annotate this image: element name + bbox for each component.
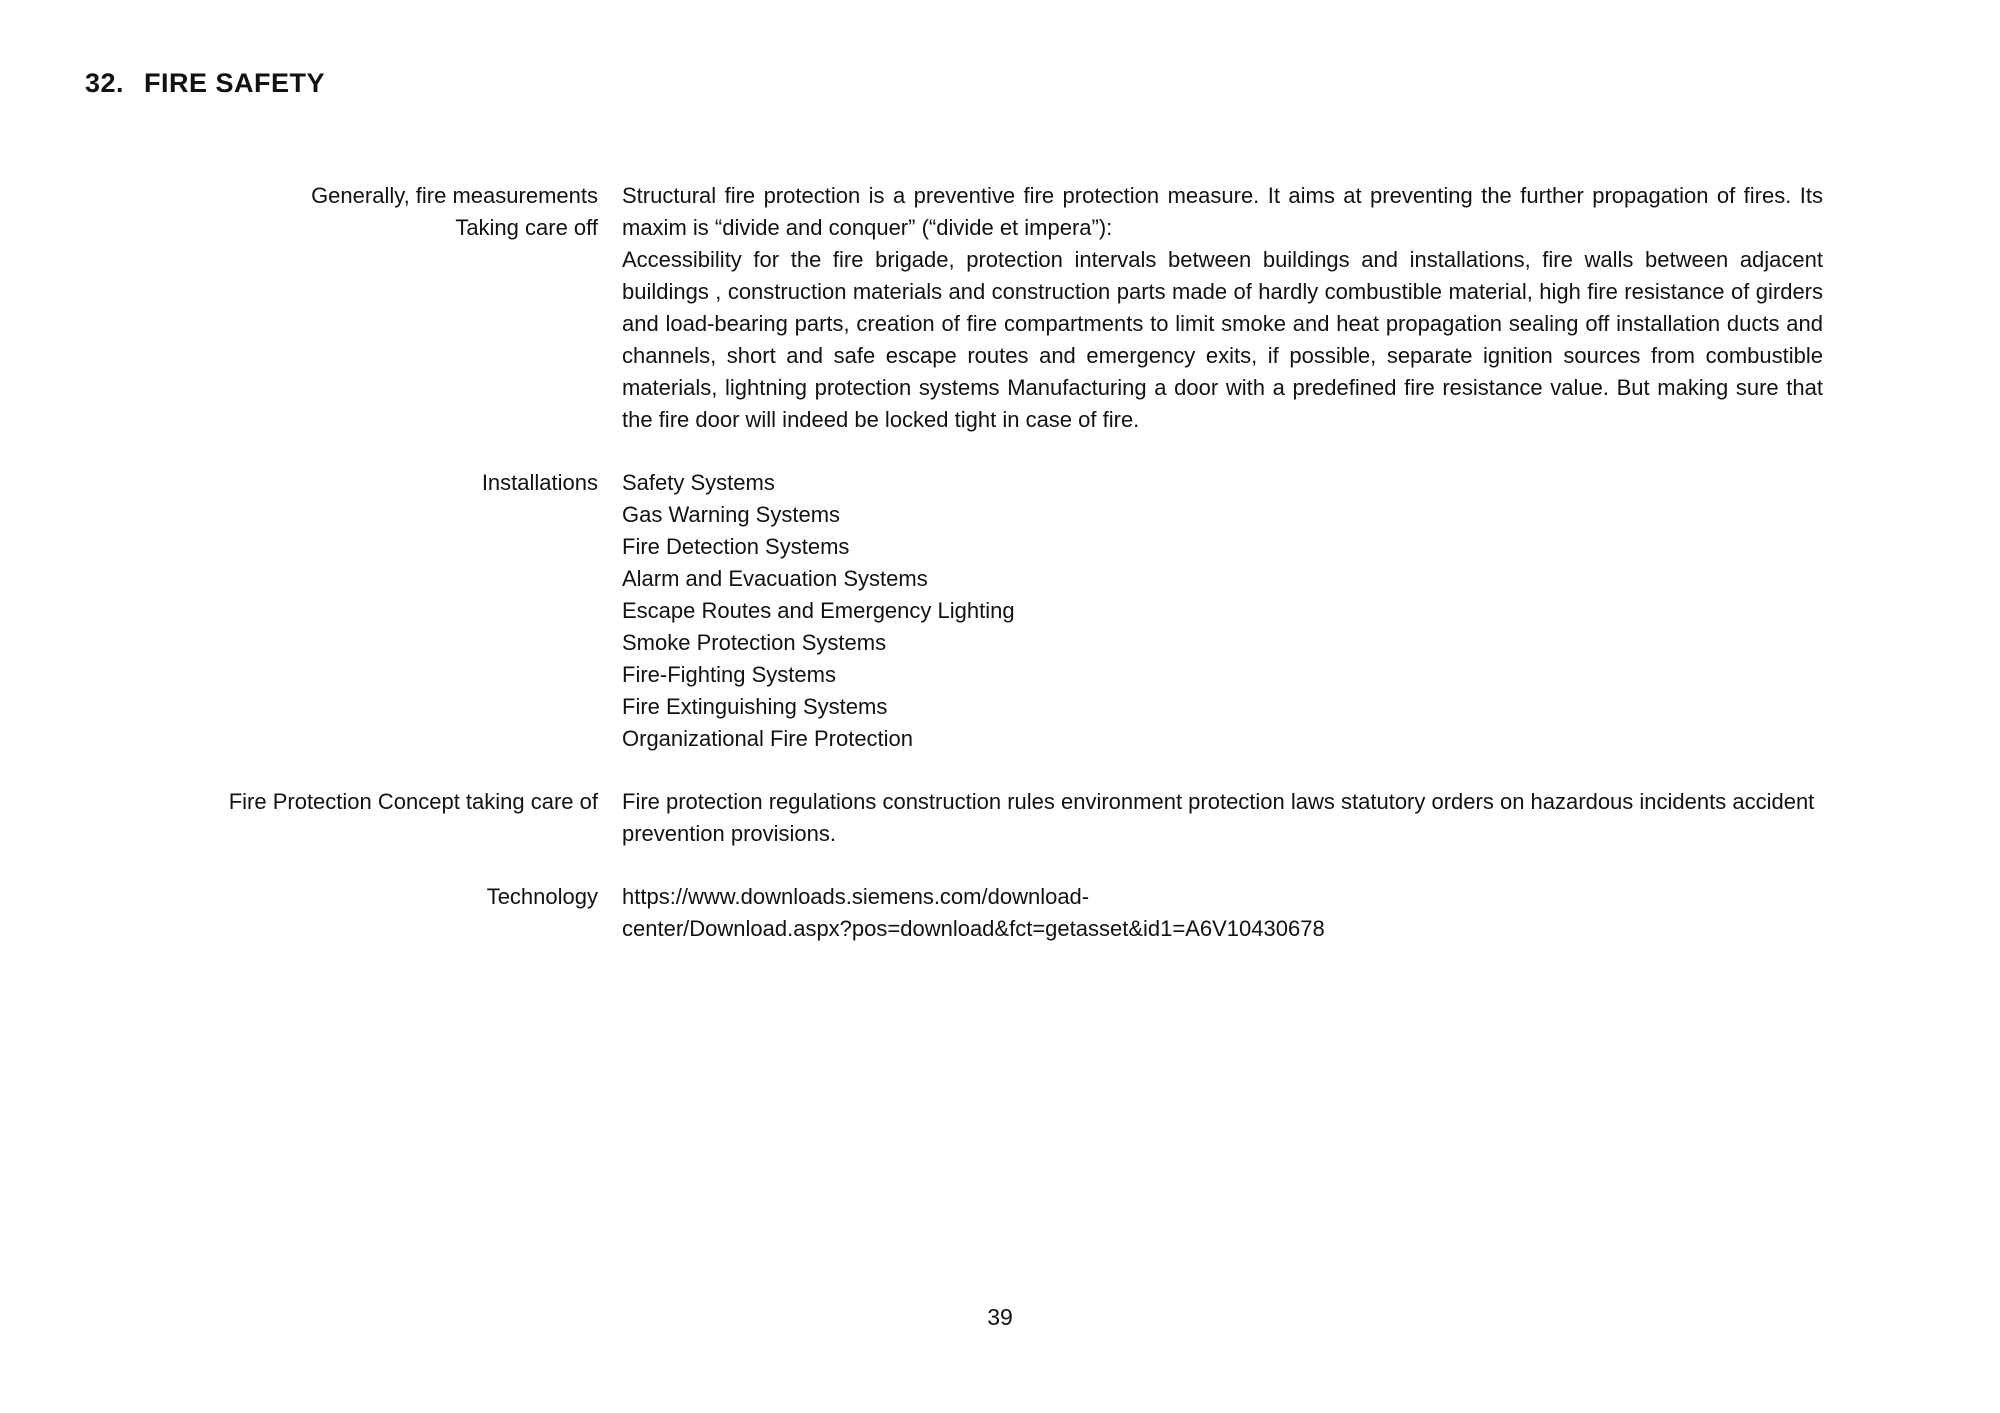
section-number: 32. (85, 68, 125, 98)
list-item: Escape Routes and Emergency Lighting (622, 598, 1015, 623)
list-item: Fire Detection Systems (622, 534, 850, 559)
section-heading (85, 68, 325, 99)
label-line: Generally, fire measurements (311, 183, 598, 208)
url-line: https://www.downloads.siemens.com/download- (622, 884, 1090, 909)
list-item: Gas Warning Systems (622, 502, 841, 527)
section-row-installations (0, 467, 1823, 755)
row-label-general (0, 180, 598, 244)
installations-list (622, 467, 1823, 755)
page-number: 39 (987, 1304, 1013, 1330)
list-item: Smoke Protection Systems (622, 630, 887, 655)
list-item: Fire Extinguishing Systems (622, 694, 888, 719)
row-body-technology (622, 881, 1823, 945)
row-body-general (622, 180, 1823, 436)
section-row-general (0, 180, 1823, 436)
paragraph-measures: Accessibility for the fire brigade, protection intervals between buildings and installations, fire walls between adjacent buildings , construction materials and construction parts made of hardly combustible material, high fire resistance of girders and load-bearing parts, creation of fire compartments to limit smoke and heat propagation sealing off installation ducts and channels, short and safe escape routes and emergency exits, if possible, separate ignition sources from combustible materials, lightning protection systems Manufacturing a door with a predefined fire resistance value. But making sure that the fire door will indeed be locked tight in case of fire. (622, 247, 1823, 432)
row-label-concept: Fire Protection Concept taking care of (228, 789, 598, 814)
url-line: center/Download.aspx?pos=download&fct=getasset&id1=A6V10430678 (622, 916, 1325, 941)
section-row-concept (0, 786, 1823, 850)
list-item: Safety Systems (622, 470, 775, 495)
list-item: Fire-Fighting Systems (622, 662, 836, 687)
list-item: Organizational Fire Protection (622, 726, 914, 751)
list-item: Alarm and Evacuation Systems (622, 566, 928, 591)
technology-url-link[interactable] (622, 881, 1823, 945)
section-title: FIRE SAFETY (144, 68, 326, 98)
paragraph-regulations: Fire protection regulations construction rules environment protection laws statutory orders on hazardous incidents accident prevention provisions. (622, 789, 1815, 846)
section-row-technology (0, 881, 1823, 945)
paragraph-structural-protection: Structural fire protection is a preventive fire protection measure. It aims at preventing the further propagation of fires. Its maxim is “divide and conquer” (“divide et impera”): (622, 183, 1823, 240)
row-body-concept (622, 786, 1823, 850)
label-line: Taking care off (455, 215, 598, 240)
document-content (0, 180, 1823, 976)
row-label-installations: Installations (481, 470, 598, 495)
row-label-technology: Technology (486, 884, 598, 909)
